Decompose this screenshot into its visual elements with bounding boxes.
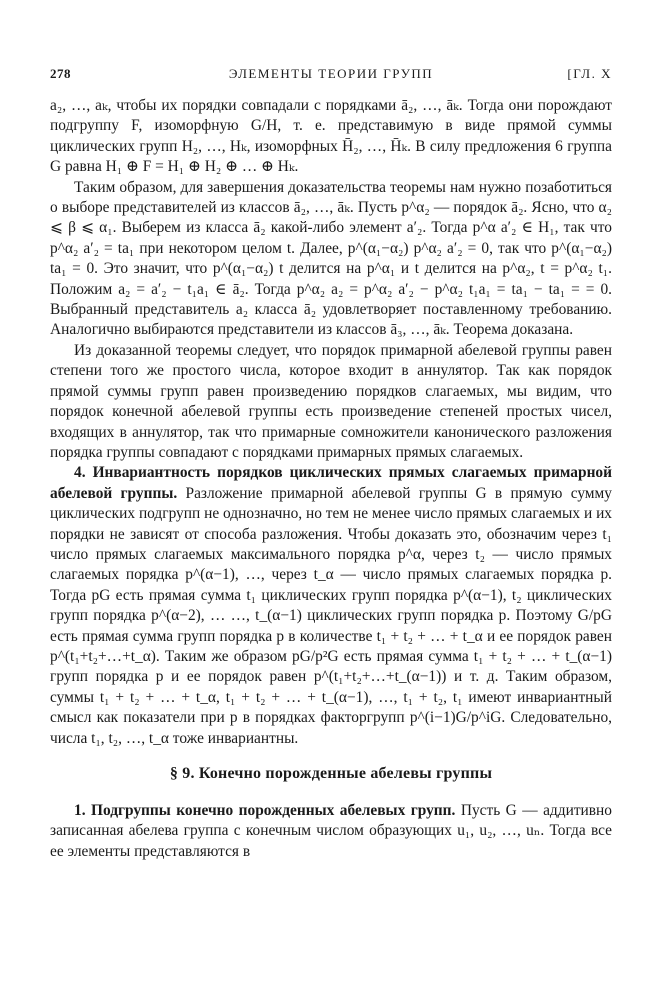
paragraph-proof-completion: Таким образом, для завершения доказательства теоремы нам нужно позаботиться о выборе представителей из классов ā₂, …, āₖ. Пусть p^α₂ — порядок ā₂. Ясно, что α₂ ⩽ β ⩽ α₁. Выберем из класса ā₂ какой-либо элемент a′₂. Тогда p^α a′₂ ∈ H₁, так что p^α₂ a′₂ = ta₁ при некотором целом t. Далее, p^(α₁−α₂) p^α₂ a′₂ = 0, так что p^(α₁−α₂) ta₁ = 0. Это значит, что p^(α₁−α₂) t делится на p^α₁ и t делится на p^α₂, t = p^α₂ t₁. Положим a₂ = a′₂ − t₁a₁ ∈ ā₂. Тогда p^α₂ a₂ = p^α₂ a′₂ − p^α₂ t₁a₁ = ta₁ − ta₁ = = 0. Выбранный представитель a₂ класса ā₂ удовлетворяет поставленному требованию. Аналогично выбираются представители из классов ā₃, …, āₖ. Теорема доказана. <box>50 178 612 339</box>
subsection-subgroups <box>50 801 612 862</box>
subsection-invariance <box>50 463 612 749</box>
subsection-subgroups-title: 1. Подгруппы конечно порожденных абелевых групп. <box>74 802 456 819</box>
paragraph-continuation: a₂, …, aₖ, чтобы их порядки совпадали с порядками ā₂, …, āₖ. Тогда они порождают подгруппу F, изоморфную G/H, т. е. представимую в виде прямой суммы циклических групп H₂, …, Hₖ, изоморфных H̄₂, …, H̄ₖ. В силу предложения 6 группа G равна H₁ ⊕ F = H₁ ⊕ H₂ ⊕ … ⊕ Hₖ. <box>50 97 612 176</box>
subsection-invariance-title: 4. Инвариантность порядков циклических прямых слагаемых примарной абелевой группы. <box>50 464 612 502</box>
section-heading: § 9. Конечно порожденные абелевы группы <box>169 765 493 782</box>
running-title: ЭЛЕМЕНТЫ ТЕОРИИ ГРУПП <box>228 66 434 81</box>
running-header <box>50 66 612 88</box>
subsection-invariance-text: Разложение примарной абелевой группы G в прямую сумму циклических подгрупп не однозначно, но тем не менее число прямых слагаемых и их порядки не зависят от способа разложения. Чтобы доказать это, обозначим через t₁ число прямых слагаемых максимального порядка p^α, через t₂ — число прямых слагаемых порядка p^(α−1), …, через t_α — число прямых слагаемых порядка p. Тогда pG есть прямая сумма t₁ циклических групп порядка p^(α−1), t₂ циклических групп порядка p^(α−2), … …, t_(α−1) циклических групп порядка p. Поэтому G/pG есть прямая сумма групп порядка p в количестве t₁ + t₂ + … + t_α и ее порядок равен p^(t₁+t₂+…+t_α). Таким же образом pG/p²G есть прямая сумма t₁ + t₂ + … + t_(α−1) групп порядка p и ее порядок равен p^(t₁+t₂+…+t_(α−1)) и т. д. Таким образом, суммы t₁ + t₂ + … + t_α, t₁ + t₂ + … + t_(α−1), …, t₁ + t₂, t₁ имеют инвариантный смысл как показатели при p в порядках факторгрупп p^(i−1)G/p^iG. Следовательно, числа t₁, t₂, …, t_α тоже инвариантны. <box>50 484 612 747</box>
book-page <box>50 66 612 862</box>
paragraph-corollary: Из доказанной теоремы следует, что порядок примарной абелевой группы равен степени того же простого числа, которое входит в аннулятор. Так как порядок прямой суммы групп равен произведению порядков слагаемых, мы видим, что порядок конечной абелевой группы есть произведение степеней простых чисел, входящих в аннулятор, так что примарные сомножители канонического разложения порядка группы совпадают с порядками примарных прямых слагаемых. <box>50 341 612 461</box>
page-number: 278 <box>50 66 71 81</box>
page-body <box>50 96 612 862</box>
subsection-subgroups-text: Пусть G — аддитивно записанная абелева группа с конечным числом образующих u₁, u₂, …, uₙ. Тогда все ее элементы представляются в <box>50 802 612 860</box>
chapter-marker: [ГЛ. X <box>567 66 612 81</box>
